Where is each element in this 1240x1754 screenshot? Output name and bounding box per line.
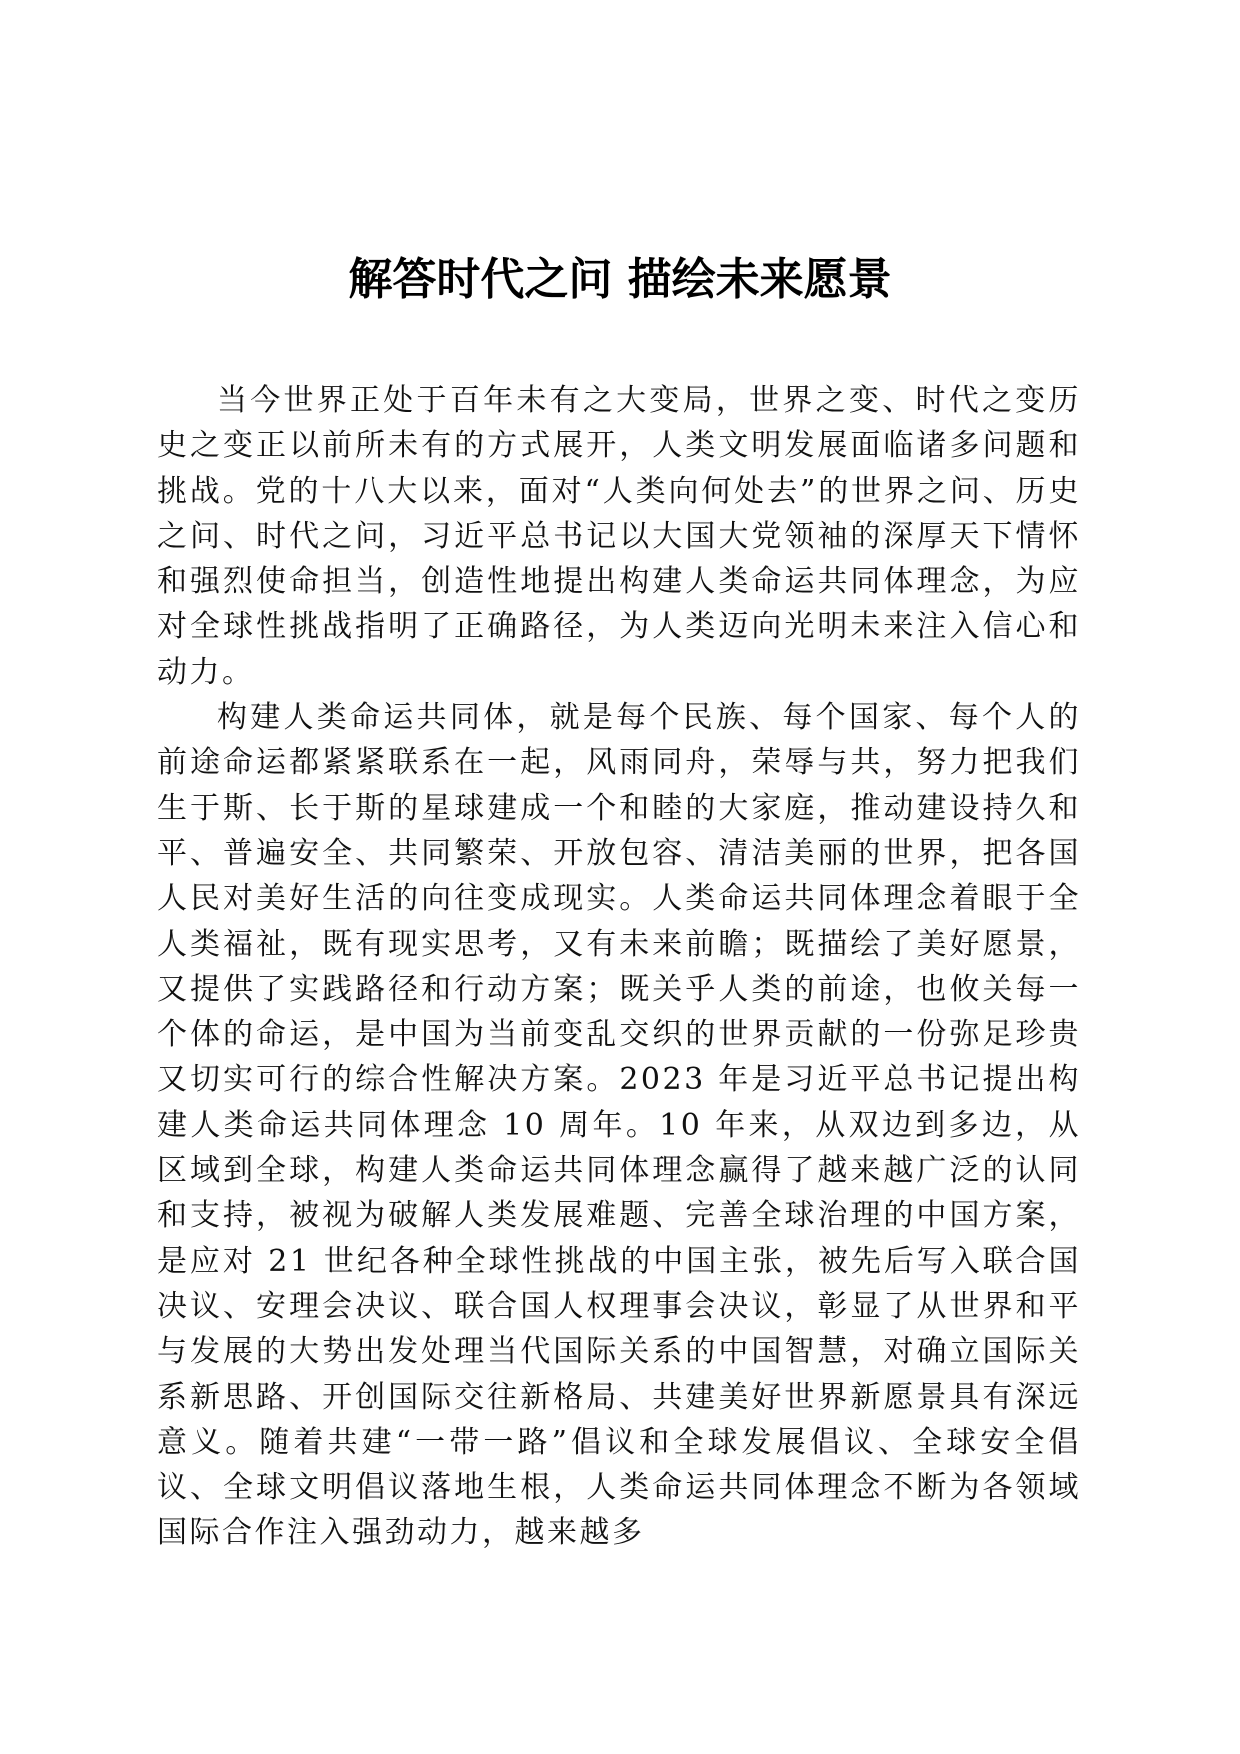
document-body [157,378,1081,1556]
paragraph-1: 当今世界正处于百年未有之大变局，世界之变、时代之变历史之变正以前所未有的方式展开，人类文明发展面临诸多问题和挑战。党的十八大以来，面对“人类向何处去”的世界之问、历史之问、时代之问，习近平总书记以大国大党领袖的深厚天下情怀和强烈使命担当，创造性地提出构建人类命运共同体理念，为应对全球性挑战指明了正确路径，为人类迈向光明未来注入信心和动力。 [157,383,1081,690]
document-title: 解答时代之问 描绘未来愿景 [348,254,892,305]
paragraph-2: 构建人类命运共同体，就是每个民族、每个国家、每个人的前途命运都紧紧联系在一起，风雨同舟，荣辱与共，努力把我们生于斯、长于斯的星球建成一个和睦的大家庭，推动建设持久和平、普遍安全、共同繁荣、开放包容、清洁美丽的世界，把各国人民对美好生活的向往变成现实。人类命运共同体理念着眼于全人类福祉，既有现实思考，又有未来前瞻；既描绘了美好愿景，又提供了实践路径和行动方案；既关乎人类的前途，也攸关每一个体的命运，是中国为当前变乱交织的世界贡献的一份弥足珍贵又切实可行的综合性解决方案。2023 年是习近平总书记提出构建人类命运共同体理念 10 周年。10 年来，从双边到多边，从区域到全球，构建人类命运共同体理念赢得了越来越广泛的认同和支持，被视为破解人类发展难题、完善全球治理的中国方案，是应对 21 世纪各种全球性挑战的中国主张，被先后写入联合国决议、安理会决议、联合国人权理事会决议，彰显了从世界和平与发展的大势出发处理当代国际关系的中国智慧，对确立国际关系新思路、开创国际交往新格局、共建美好世界新愿景具有深远意义。随着共建“一带一路”倡议和全球发展倡议、全球安全倡议、全球文明倡议落地生根，人类命运共同体理念不断为各领域国际合作注入强劲动力，越来越多 [157,700,1081,1551]
